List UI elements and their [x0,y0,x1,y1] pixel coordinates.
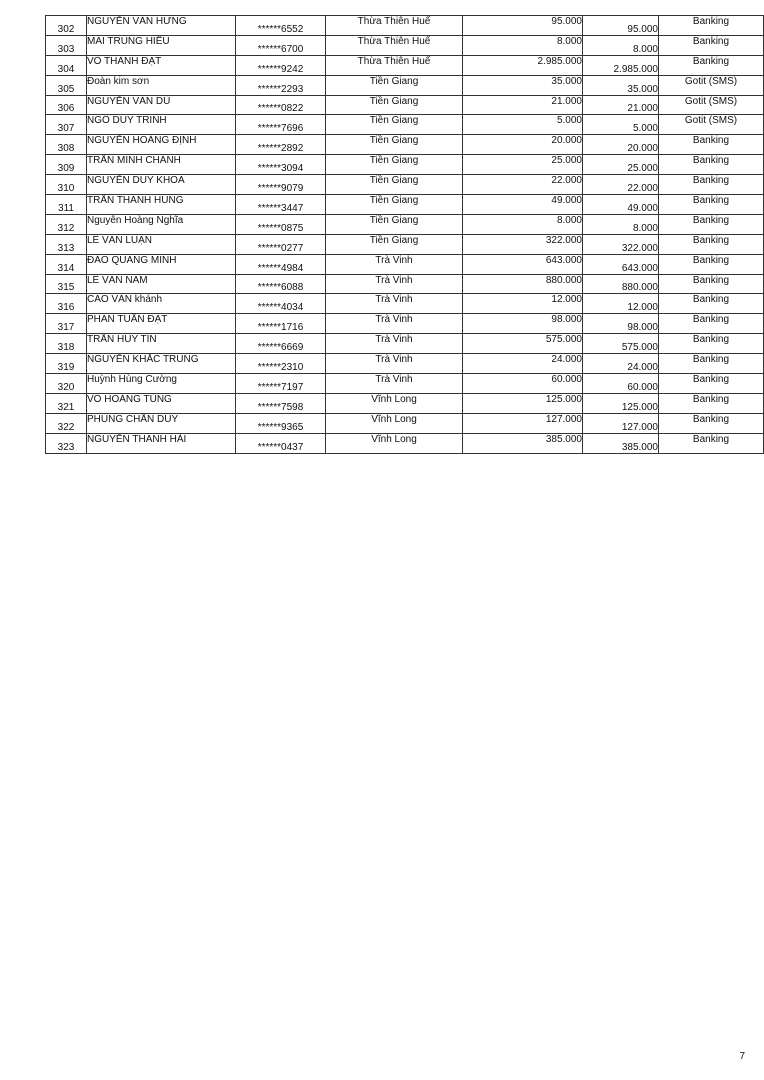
payment-method-cell: Gotit (SMS) [659,115,764,135]
table-row [46,274,764,294]
table-row [46,433,764,453]
table-row [46,75,764,95]
donor-name-cell: NGUYỄN VĂN HƯNG [87,16,236,36]
table-row [46,135,764,155]
amount-cell: 385.000 [463,433,583,453]
amount-received-cell: 8.000 [583,35,659,55]
amount-received-cell: 95.000 [583,16,659,36]
row-number-cell: 317 [46,314,87,334]
row-number-cell: 310 [46,175,87,195]
province-cell: Vĩnh Long [326,393,463,413]
row-number-cell: 319 [46,354,87,374]
payment-method-cell: Banking [659,413,764,433]
payment-method-cell: Banking [659,354,764,374]
account-number-cell: ******6552 [236,16,326,36]
account-number-cell: ******2310 [236,354,326,374]
row-number-cell: 323 [46,433,87,453]
row-number-cell: 305 [46,75,87,95]
province-cell: Trà Vinh [326,314,463,334]
account-number-cell: ******4034 [236,294,326,314]
province-cell: Tiền Giang [326,155,463,175]
account-number-cell: ******4984 [236,254,326,274]
row-number-cell: 309 [46,155,87,175]
table-row [46,334,764,354]
payment-method-cell: Banking [659,274,764,294]
amount-received-cell: 127.000 [583,413,659,433]
province-cell: Trà Vinh [326,334,463,354]
account-number-cell: ******1716 [236,314,326,334]
row-number-cell: 313 [46,234,87,254]
amount-received-cell: 8.000 [583,214,659,234]
amount-cell: 22.000 [463,175,583,195]
row-number-cell: 321 [46,393,87,413]
account-number-cell: ******3447 [236,195,326,215]
donor-name-cell: VÕ HOÀNG TÙNG [87,393,236,413]
row-number-cell: 322 [46,413,87,433]
row-number-cell: 304 [46,55,87,75]
payment-method-cell: Banking [659,334,764,354]
account-number-cell: ******7197 [236,374,326,394]
payment-method-cell: Banking [659,214,764,234]
donor-name-cell: LÊ VĂN LUẬN [87,234,236,254]
amount-cell: 20.000 [463,135,583,155]
donor-name-cell: CAO VĂN khánh [87,294,236,314]
account-number-cell: ******0437 [236,433,326,453]
account-number-cell: ******7696 [236,115,326,135]
donor-name-cell: TRẦN MINH CHÁNH [87,155,236,175]
donor-name-cell: NGUYỄN THANH HẢI [87,433,236,453]
table-row [46,354,764,374]
province-cell: Thừa Thiên Huế [326,35,463,55]
donor-name-cell: LÊ VĂN NAM [87,274,236,294]
province-cell: Tiền Giang [326,135,463,155]
donation-table [45,15,764,454]
amount-cell: 60.000 [463,374,583,394]
amount-cell: 322.000 [463,234,583,254]
amount-cell: 575.000 [463,334,583,354]
donor-name-cell: Đoàn kim sơn [87,75,236,95]
account-number-cell: ******0277 [236,234,326,254]
table-row [46,294,764,314]
province-cell: Trà Vinh [326,274,463,294]
amount-received-cell: 322.000 [583,234,659,254]
donor-name-cell: TRẦN THANH HÙNG [87,195,236,215]
amount-received-cell: 12.000 [583,294,659,314]
payment-method-cell: Banking [659,175,764,195]
row-number-cell: 306 [46,95,87,115]
payment-method-cell: Banking [659,254,764,274]
table-row [46,16,764,36]
province-cell: Trà Vinh [326,294,463,314]
row-number-cell: 318 [46,334,87,354]
province-cell: Tiền Giang [326,175,463,195]
payment-method-cell: Banking [659,294,764,314]
account-number-cell: ******2293 [236,75,326,95]
table-row [46,314,764,334]
province-cell: Vĩnh Long [326,433,463,453]
row-number-cell: 311 [46,195,87,215]
row-number-cell: 302 [46,16,87,36]
province-cell: Trà Vinh [326,374,463,394]
donor-name-cell: Nguyễn Hoàng Nghĩa [87,214,236,234]
row-number-cell: 320 [46,374,87,394]
province-cell: Tiền Giang [326,214,463,234]
row-number-cell: 307 [46,115,87,135]
table-row [46,234,764,254]
donor-name-cell: NGUYỄN HOÀNG ĐỊNH [87,135,236,155]
payment-method-cell: Banking [659,55,764,75]
amount-cell: 98.000 [463,314,583,334]
province-cell: Tiền Giang [326,195,463,215]
amount-cell: 25.000 [463,155,583,175]
amount-received-cell: 25.000 [583,155,659,175]
province-cell: Trà Vinh [326,354,463,374]
amount-cell: 95.000 [463,16,583,36]
amount-received-cell: 35.000 [583,75,659,95]
table-row [46,214,764,234]
amount-received-cell: 21.000 [583,95,659,115]
payment-method-cell: Banking [659,433,764,453]
account-number-cell: ******9242 [236,55,326,75]
province-cell: Tiền Giang [326,75,463,95]
row-number-cell: 314 [46,254,87,274]
account-number-cell: ******9365 [236,413,326,433]
amount-received-cell: 125.000 [583,393,659,413]
donor-name-cell: PHÙNG CHẤN DUY [87,413,236,433]
amount-cell: 12.000 [463,294,583,314]
account-number-cell: ******0875 [236,214,326,234]
table-row [46,374,764,394]
row-number-cell: 303 [46,35,87,55]
account-number-cell: ******6669 [236,334,326,354]
amount-cell: 2.985.000 [463,55,583,75]
donor-name-cell: Huỳnh Hùng Cường [87,374,236,394]
amount-received-cell: 98.000 [583,314,659,334]
province-cell: Tiền Giang [326,95,463,115]
amount-cell: 880.000 [463,274,583,294]
table-row [46,155,764,175]
donor-name-cell: PHAN TUẤN ĐẠT [87,314,236,334]
payment-method-cell: Banking [659,35,764,55]
payment-method-cell: Banking [659,314,764,334]
amount-cell: 21.000 [463,95,583,115]
amount-received-cell: 5.000 [583,115,659,135]
donor-name-cell: NGUYỄN KHẮC TRUNG [87,354,236,374]
table-row [46,95,764,115]
payment-method-cell: Banking [659,393,764,413]
table-row [46,35,764,55]
account-number-cell: ******7598 [236,393,326,413]
amount-cell: 5.000 [463,115,583,135]
amount-cell: 35.000 [463,75,583,95]
payment-method-cell: Banking [659,234,764,254]
amount-received-cell: 49.000 [583,195,659,215]
row-number-cell: 316 [46,294,87,314]
amount-received-cell: 575.000 [583,334,659,354]
account-number-cell: ******6700 [236,35,326,55]
payment-method-cell: Gotit (SMS) [659,75,764,95]
donor-name-cell: NGÔ DUY TRINH [87,115,236,135]
account-number-cell: ******3094 [236,155,326,175]
page-number: 7 [739,1051,745,1062]
amount-cell: 8.000 [463,35,583,55]
donor-name-cell: TRẦN HUY TÍN [87,334,236,354]
province-cell: Tiền Giang [326,234,463,254]
payment-method-cell: Gotit (SMS) [659,95,764,115]
payment-method-cell: Banking [659,135,764,155]
amount-received-cell: 60.000 [583,374,659,394]
amount-cell: 49.000 [463,195,583,215]
amount-received-cell: 2.985.000 [583,55,659,75]
account-number-cell: ******2892 [236,135,326,155]
amount-cell: 8.000 [463,214,583,234]
row-number-cell: 312 [46,214,87,234]
table-row [46,115,764,135]
amount-cell: 127.000 [463,413,583,433]
payment-method-cell: Banking [659,374,764,394]
amount-received-cell: 643.000 [583,254,659,274]
payment-method-cell: Banking [659,16,764,36]
amount-received-cell: 24.000 [583,354,659,374]
province-cell: Tiền Giang [326,115,463,135]
amount-received-cell: 20.000 [583,135,659,155]
amount-cell: 125.000 [463,393,583,413]
amount-cell: 24.000 [463,354,583,374]
table-row [46,393,764,413]
account-number-cell: ******6088 [236,274,326,294]
donor-name-cell: NGUYỄN VĂN DŨ [87,95,236,115]
table-row [46,413,764,433]
payment-method-cell: Banking [659,195,764,215]
account-number-cell: ******9079 [236,175,326,195]
province-cell: Vĩnh Long [326,413,463,433]
payment-method-cell: Banking [659,155,764,175]
donor-name-cell: NGUYỄN DUY KHOA [87,175,236,195]
province-cell: Thừa Thiên Huế [326,55,463,75]
donation-table-body [46,16,764,454]
donor-name-cell: MAI TRUNG HIẾU [87,35,236,55]
amount-received-cell: 22.000 [583,175,659,195]
row-number-cell: 308 [46,135,87,155]
amount-received-cell: 385.000 [583,433,659,453]
table-row [46,175,764,195]
province-cell: Thừa Thiên Huế [326,16,463,36]
province-cell: Trà Vinh [326,254,463,274]
amount-received-cell: 880.000 [583,274,659,294]
table-row [46,55,764,75]
table-row [46,195,764,215]
account-number-cell: ******0822 [236,95,326,115]
row-number-cell: 315 [46,274,87,294]
donor-name-cell: VÕ THÀNH ĐẠT [87,55,236,75]
donor-name-cell: ĐÀO QUANG MINH [87,254,236,274]
table-row [46,254,764,274]
amount-cell: 643.000 [463,254,583,274]
